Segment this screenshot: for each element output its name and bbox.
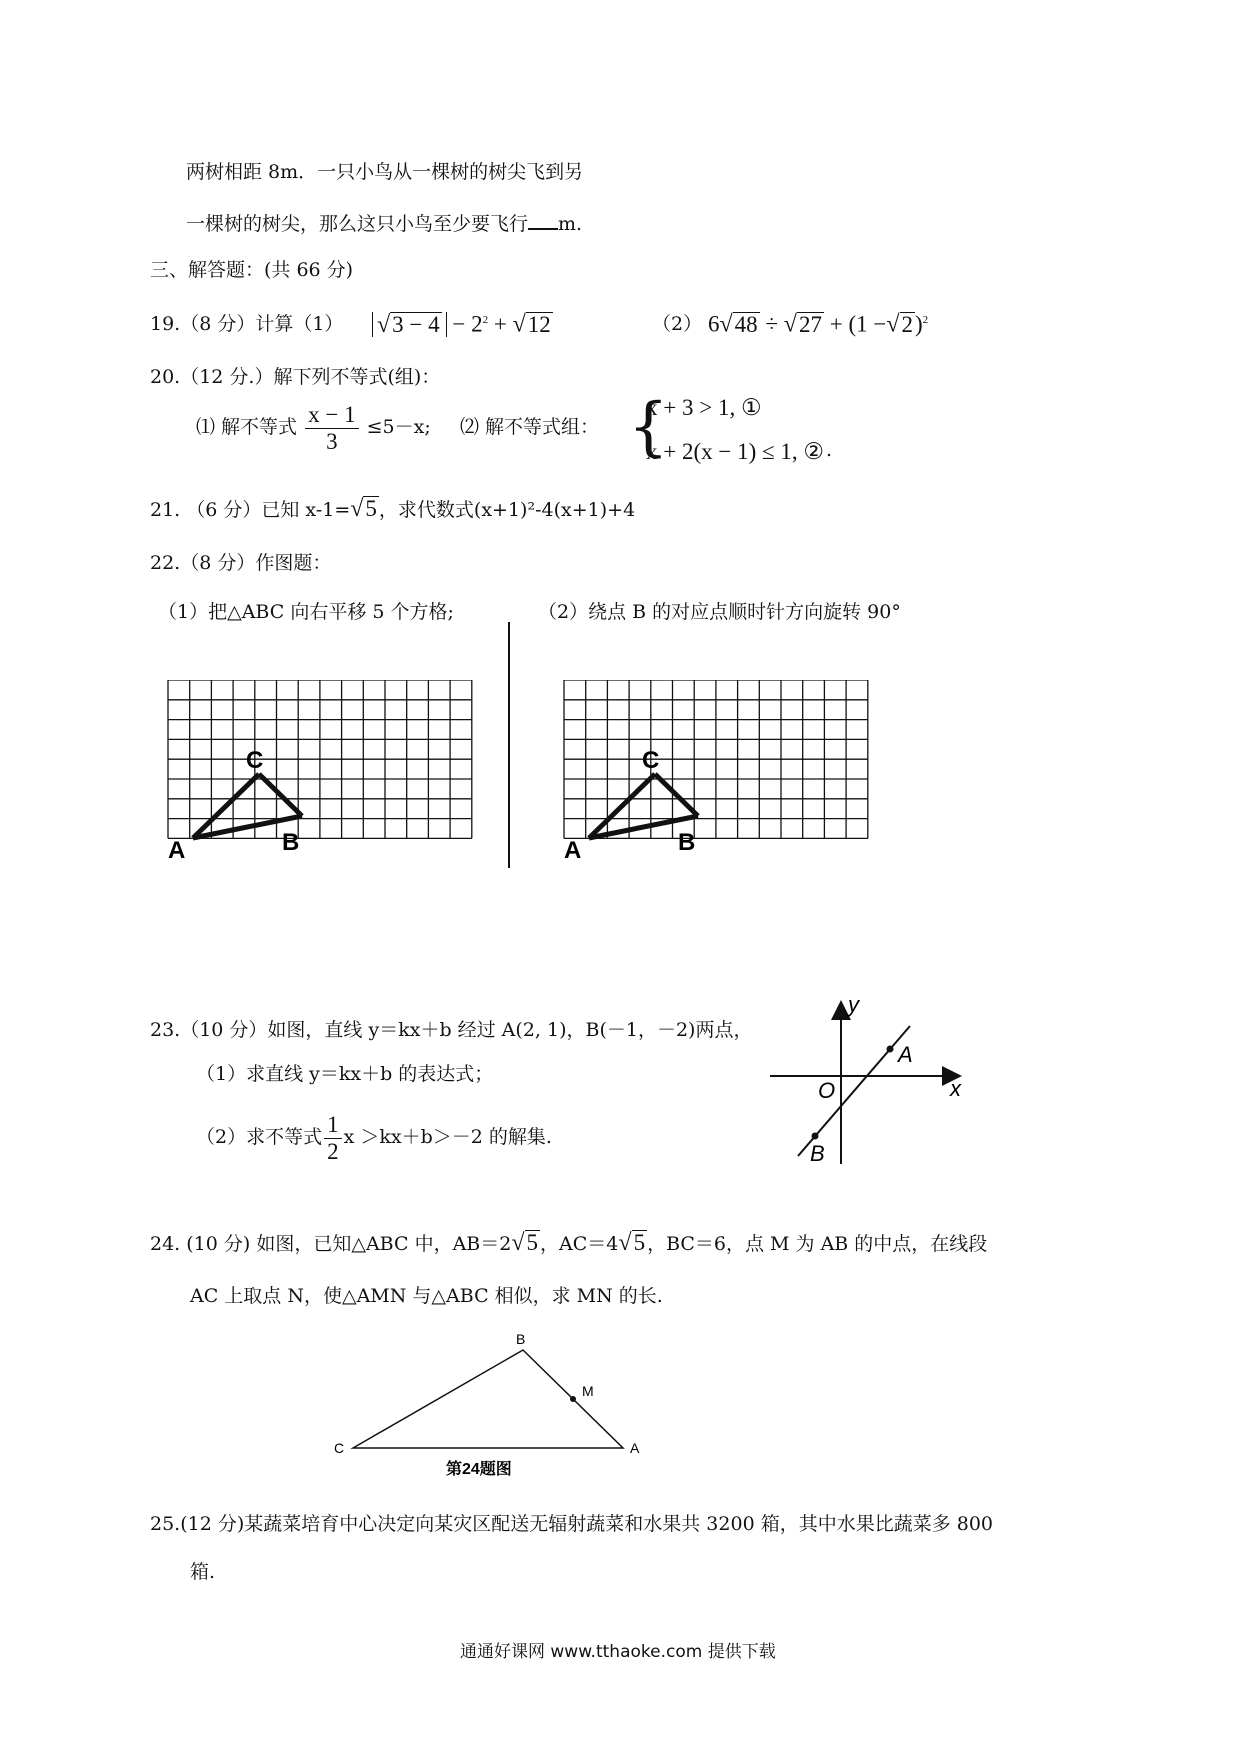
q22-line (150, 551, 331, 575)
q23-frac-num: 1 (324, 1112, 342, 1139)
q20-frac-den: 3 (326, 428, 338, 454)
q20-text: （12 分.）解下列不等式(组)： (180, 366, 441, 388)
q19-exp-b: 2 (482, 314, 489, 326)
q20-fraction (305, 402, 358, 455)
label-B: B (678, 829, 696, 856)
q24-text-a: (10 分) 如图，已知△ABC 中，AB＝2 (186, 1233, 512, 1255)
q24-text-b: ，AC＝4 (540, 1233, 619, 1255)
q22-part2: （2）绕点 B 的对应点顺时针方向旋转 90° (538, 601, 901, 623)
q20-sys-line1: x + 3 > 1, ① (646, 395, 762, 420)
q23-line (150, 1018, 752, 1042)
q20-p1-label: ⑴ 解不等式 (196, 416, 298, 438)
x-label: x (950, 1076, 961, 1101)
q20-number: 20. (150, 366, 181, 388)
q20-frac-num: x − 1 (305, 402, 358, 429)
q22-text: （8 分）作图题： (180, 552, 332, 574)
label-B: B (516, 1331, 526, 1347)
label-C: C (334, 1440, 345, 1456)
q23-p2-a: （2）求不等式 (196, 1126, 323, 1148)
q20-line (150, 365, 440, 389)
q25-line2: 箱. (190, 1561, 216, 1583)
point-B (812, 1133, 819, 1140)
q19-number: 19. (150, 313, 181, 335)
q20-part1 (196, 400, 431, 455)
q18-line2 (186, 210, 582, 236)
answer-blank (528, 210, 558, 230)
label-C: C (642, 747, 660, 774)
label-A: A (630, 1440, 640, 1456)
q23-axes-figure (760, 996, 990, 1176)
q24-rad2: 5 (633, 1230, 646, 1255)
section-3-heading: 三、解答题：(共 66 分) (150, 259, 354, 281)
figure-caption: 第24题图 (446, 1461, 512, 1478)
q21-text-b: ，求代数式(x+1)²-4(x+1)+4 (378, 499, 636, 521)
q23-text: （10 分）如图，直线 y＝kx＋b 经过 A(2, 1)，B(－1，－2)两点， (180, 1019, 753, 1041)
q23-frac-den: 2 (327, 1138, 339, 1164)
q19-rad-d: 12 (527, 311, 551, 337)
point-M (570, 1396, 576, 1402)
q23-p2-b: x ＞kx＋b＞－2 的解集. (343, 1126, 552, 1148)
q19-line (150, 312, 343, 336)
q19-term-b: − 2 (452, 311, 483, 337)
q22-part1: （1）把△ABC 向右平移 5 个方格; (158, 601, 454, 623)
A-label: A (898, 1042, 913, 1067)
q24-line1: 24. (10 分) 如图，已知△ABC 中，AB＝2√5 ，AC＝4√5 ，BC＝6，点 M 为 AB 的中点，在线段 (150, 1230, 988, 1256)
point-A (887, 1046, 894, 1053)
q20-sys-line2: x + 2(x − 1) ≤ 1, ② (646, 439, 825, 464)
q24-number: 24. (150, 1233, 181, 1255)
q21-number: 21. (150, 499, 181, 521)
q25-number: 25. (150, 1513, 181, 1535)
q19-rad-2: 2 (901, 311, 913, 337)
q19-expr1: $√3 - 4 - 2^2 + √12$ (372, 308, 553, 337)
q22-number: 22. (150, 552, 181, 574)
q19-part2-label: （2） (652, 313, 703, 335)
origin-label: O (818, 1078, 836, 1103)
q25-text: (12 分)某蔬菜培育中心决定向某灾区配送无辐射蔬菜和水果共 3200 箱，其中水果比蔬菜多 800 (180, 1513, 993, 1535)
q18-line1: 两树相距 8m．一只小鸟从一棵树的树尖飞到另 (186, 161, 584, 183)
label-B: B (282, 829, 300, 856)
side-CB (259, 774, 302, 816)
label-C: C (246, 747, 264, 774)
y-label: y (848, 996, 859, 1017)
q23-part2 (196, 1110, 552, 1165)
label-M: M (582, 1383, 594, 1399)
q18-line2-text: 一棵树的树尖，那么这只小鸟至少要飞行 (186, 213, 529, 235)
B-label: B (810, 1141, 825, 1166)
q20-part2-label: ⑵ 解不等式组： (460, 416, 600, 438)
label-A: A (564, 837, 582, 864)
q19-expr2: $6√48 \div √27 + (1 -√2)^2$ (708, 311, 929, 338)
q19-score: （8 分）计算（1） (180, 313, 344, 335)
q19-div: ÷ (765, 311, 779, 337)
q25-line1 (150, 1512, 993, 1536)
q24-triangle-figure (330, 1322, 660, 1482)
q19-paren-close: ) (915, 311, 923, 337)
q24-line2: AC 上取点 N，使△AMN 与△ABC 相似，求 MN 的长. (190, 1285, 663, 1307)
q18-unit: m. (558, 213, 583, 235)
q19-rad-27: 27 (798, 311, 822, 337)
abs-group: √3 − 4 (372, 312, 447, 337)
q19-rad-48: 48 (734, 311, 758, 337)
q24-rad1: 5 (526, 1230, 539, 1255)
q20-period: . (826, 439, 833, 461)
side-CB (655, 774, 698, 816)
page-footer: 通通好课网 www.tthaoke.com 提供下载 (460, 1642, 776, 1662)
q19-coef: 6 (708, 311, 720, 337)
triangle-ABC (353, 1350, 623, 1448)
q22-grid-right (556, 680, 876, 870)
q22-grid-left (160, 680, 480, 870)
q19-plus: + (493, 311, 507, 337)
q19-rad-a: 3 − 4 (392, 311, 440, 337)
q21-rad: 5 (365, 496, 377, 521)
q24-text-c: ，BC＝6，点 M 为 AB 的中点，在线段 (647, 1233, 988, 1255)
q21-text-a: （6 分）已知 x-1= (186, 499, 351, 521)
q19-exp-2: 2 (922, 314, 929, 326)
label-A: A (168, 837, 186, 864)
q22-divider (508, 622, 510, 868)
q20-p1-rhs: ≤5－x; (366, 416, 431, 438)
q19-paren-open: + (1 − (829, 311, 887, 337)
q23-number: 23. (150, 1019, 181, 1041)
q23-part1: （1）求直线 y＝kx＋b 的表达式； (196, 1063, 494, 1085)
q23-fraction (324, 1112, 342, 1165)
q21-line: 21. （6 分）已知 x-1=√5 ，求代数式(x+1)²-4(x+1)+4 (150, 496, 636, 522)
q20-system-brace: { (628, 390, 669, 464)
